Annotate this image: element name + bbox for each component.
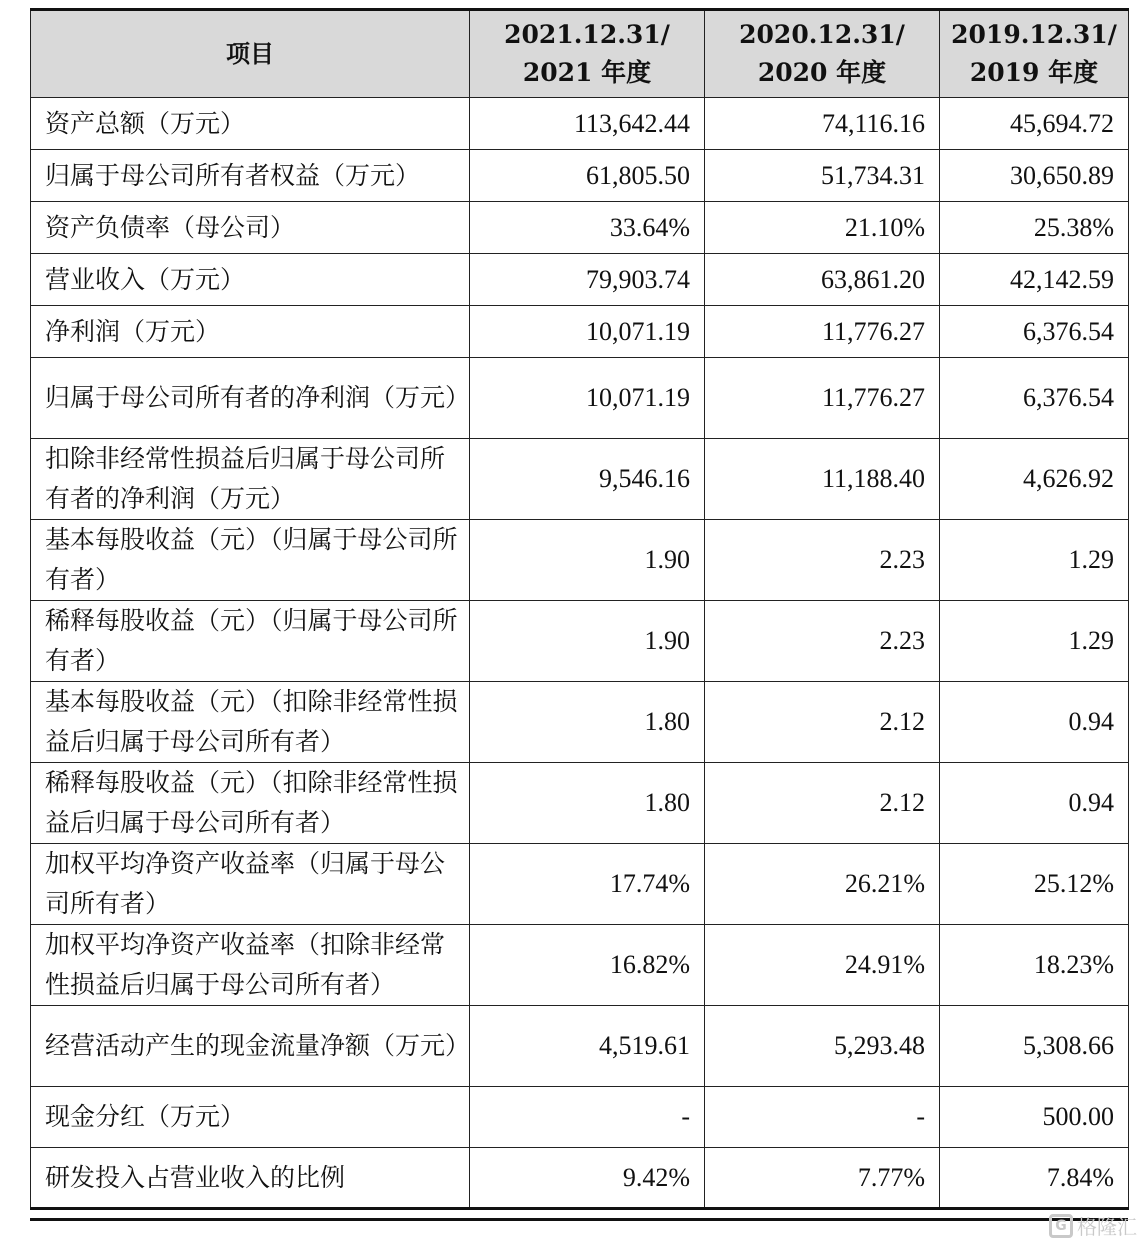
- table-row: [31, 439, 1129, 520]
- table-row: [31, 925, 1129, 1006]
- table-row: [31, 763, 1129, 844]
- row-label: 营业收入（万元）: [31, 254, 470, 306]
- table-row: [31, 358, 1129, 439]
- value-2020: 2.12: [705, 682, 940, 763]
- value-2019: 5,308.66: [940, 1006, 1129, 1087]
- value-2019: 1.29: [940, 601, 1129, 682]
- table-row: [31, 844, 1129, 925]
- header-2021: 2021.12.31/ 2021 年度: [470, 10, 705, 98]
- value-2019: 1.29: [940, 520, 1129, 601]
- value-2020: -: [705, 1087, 940, 1148]
- value-2021: 61,805.50: [470, 150, 705, 202]
- row-label: 现金分红（万元）: [31, 1087, 470, 1148]
- value-2020: 21.10%: [705, 202, 940, 254]
- row-label: 资产负债率（母公司）: [31, 202, 470, 254]
- value-2021: 1.80: [470, 682, 705, 763]
- table-row: [31, 150, 1129, 202]
- value-2021: 17.74%: [470, 844, 705, 925]
- value-2019: 30,650.89: [940, 150, 1129, 202]
- watermark-text: 格隆汇: [1077, 1215, 1137, 1239]
- row-label: 加权平均净资产收益率（扣除非经常性损益后归属于母公司所有者）: [31, 925, 470, 1006]
- value-2020: 11,776.27: [705, 358, 940, 439]
- value-2019: 7.84%: [940, 1148, 1129, 1209]
- row-label: 资产总额（万元）: [31, 98, 470, 150]
- table-row: [31, 202, 1129, 254]
- value-2019: 25.38%: [940, 202, 1129, 254]
- value-2020: 11,188.40: [705, 439, 940, 520]
- table-row: [31, 1148, 1129, 1209]
- value-2019: 18.23%: [940, 925, 1129, 1006]
- value-2020: 26.21%: [705, 844, 940, 925]
- value-2019: 25.12%: [940, 844, 1129, 925]
- row-label: 净利润（万元）: [31, 306, 470, 358]
- watermark: [1049, 1211, 1137, 1240]
- value-2019: 4,626.92: [940, 439, 1129, 520]
- header-row: [31, 10, 1129, 98]
- table-row: [31, 1087, 1129, 1148]
- row-label: 归属于母公司所有者的净利润（万元）: [31, 358, 470, 439]
- table-row: [31, 98, 1129, 150]
- header-2019: 2019.12.31/ 2019 年度: [940, 10, 1129, 98]
- row-label: 基本每股收益（元）（归属于母公司所有者）: [31, 520, 470, 601]
- row-label: 加权平均净资产收益率（归属于母公司所有者）: [31, 844, 470, 925]
- value-2021: 33.64%: [470, 202, 705, 254]
- value-2021: 1.90: [470, 520, 705, 601]
- row-label: 归属于母公司所有者权益（万元）: [31, 150, 470, 202]
- table-row: [31, 306, 1129, 358]
- value-2019: 0.94: [940, 682, 1129, 763]
- value-2019: 42,142.59: [940, 254, 1129, 306]
- row-label: 研发投入占营业收入的比例: [31, 1148, 470, 1209]
- value-2021: 9,546.16: [470, 439, 705, 520]
- table-row: [31, 682, 1129, 763]
- value-2020: 51,734.31: [705, 150, 940, 202]
- value-2021: 10,071.19: [470, 306, 705, 358]
- gelonghui-logo-icon: G: [1049, 1214, 1073, 1238]
- value-2019: 500.00: [940, 1087, 1129, 1148]
- value-2021: 4,519.61: [470, 1006, 705, 1087]
- value-2020: 2.12: [705, 763, 940, 844]
- financial-summary-table: [30, 8, 1129, 1210]
- table-row: [31, 601, 1129, 682]
- row-label: 稀释每股收益（元）（扣除非经常性损益后归属于母公司所有者）: [31, 763, 470, 844]
- value-2021: 16.82%: [470, 925, 705, 1006]
- value-2021: 79,903.74: [470, 254, 705, 306]
- value-2020: 74,116.16: [705, 98, 940, 150]
- row-label: 基本每股收益（元）（扣除非经常性损益后归属于母公司所有者）: [31, 682, 470, 763]
- value-2020: 2.23: [705, 601, 940, 682]
- value-2021: 113,642.44: [470, 98, 705, 150]
- table-row: [31, 520, 1129, 601]
- header-2020: 2020.12.31/ 2020 年度: [705, 10, 940, 98]
- value-2019: 0.94: [940, 763, 1129, 844]
- value-2019: 6,376.54: [940, 306, 1129, 358]
- value-2020: 7.77%: [705, 1148, 940, 1209]
- value-2021: 1.90: [470, 601, 705, 682]
- table-bottom-rule: [30, 1218, 1128, 1221]
- value-2020: 63,861.20: [705, 254, 940, 306]
- value-2021: 10,071.19: [470, 358, 705, 439]
- value-2021: 9.42%: [470, 1148, 705, 1209]
- value-2019: 6,376.54: [940, 358, 1129, 439]
- value-2021: -: [470, 1087, 705, 1148]
- value-2020: 24.91%: [705, 925, 940, 1006]
- row-label: 稀释每股收益（元）（归属于母公司所有者）: [31, 601, 470, 682]
- value-2020: 2.23: [705, 520, 940, 601]
- table-row: [31, 254, 1129, 306]
- row-label: 扣除非经常性损益后归属于母公司所有者的净利润（万元）: [31, 439, 470, 520]
- value-2020: 11,776.27: [705, 306, 940, 358]
- row-label: 经营活动产生的现金流量净额（万元）: [31, 1006, 470, 1087]
- header-item: 项目: [31, 10, 470, 98]
- value-2021: 1.80: [470, 763, 705, 844]
- value-2020: 5,293.48: [705, 1006, 940, 1087]
- value-2019: 45,694.72: [940, 98, 1129, 150]
- table-row: [31, 1006, 1129, 1087]
